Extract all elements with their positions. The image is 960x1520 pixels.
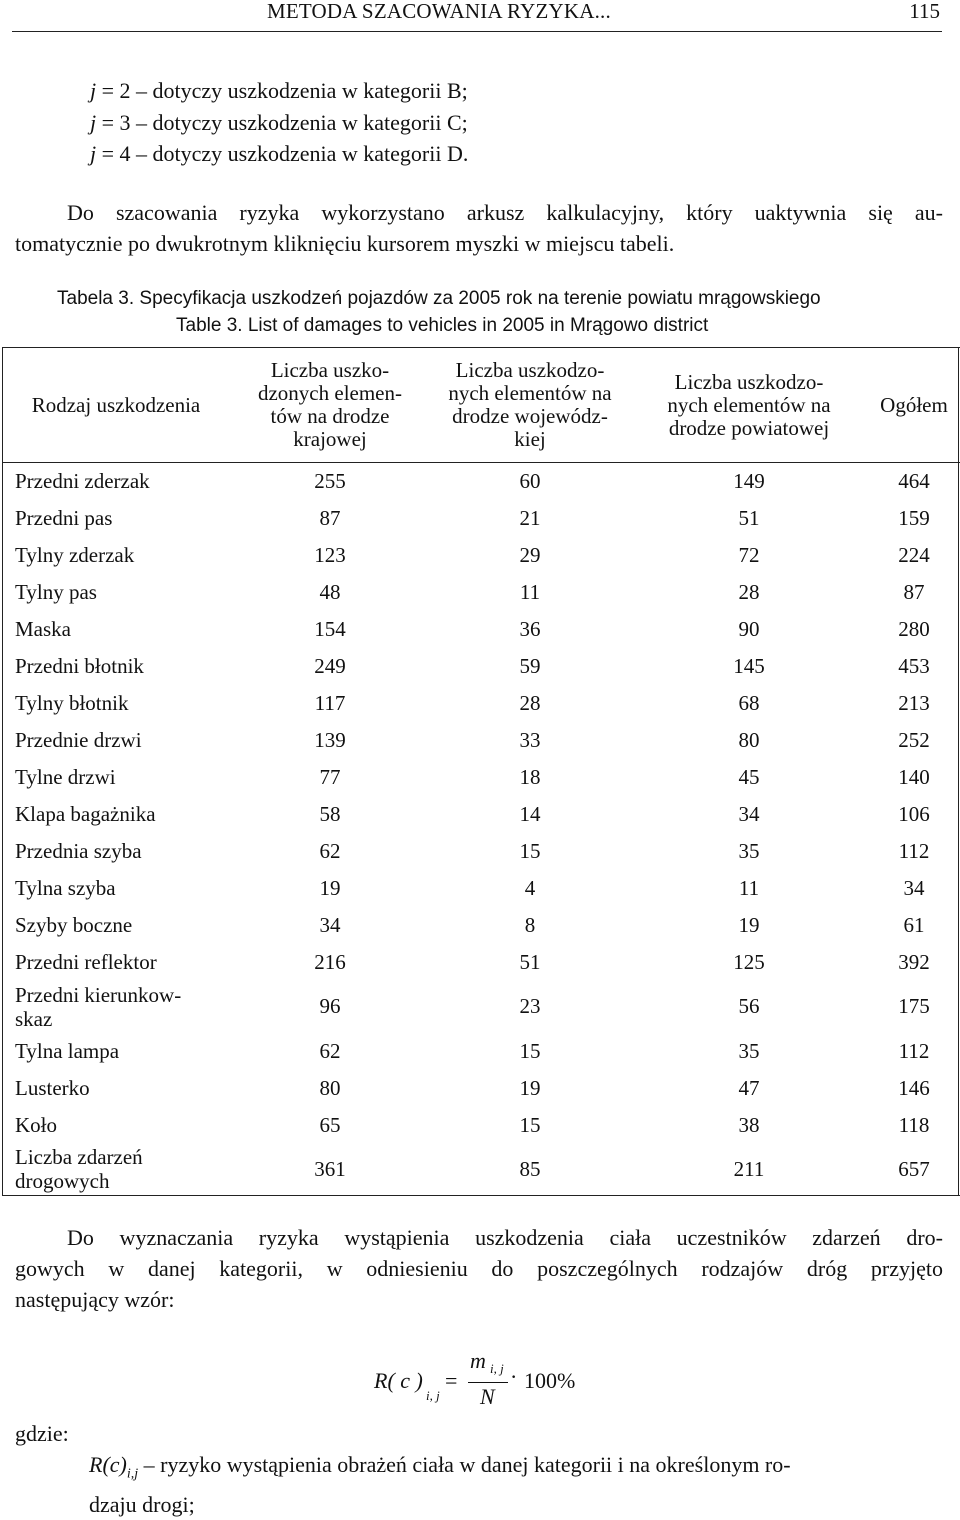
- district-road-cell: 211: [733, 1156, 765, 1181]
- national-road-cell: 80: [319, 1075, 341, 1100]
- district-road-cell: 80: [738, 727, 760, 752]
- district-road-cell: 56: [738, 994, 760, 1018]
- voivodeship-road-cell: 59: [519, 653, 541, 678]
- table-row: [2, 1144, 960, 1196]
- total-cell: 140: [898, 764, 930, 789]
- total-cell: 61: [903, 912, 925, 937]
- national-road-cell: 62: [319, 838, 341, 863]
- voivodeship-road-cell: 60: [519, 468, 541, 493]
- table-caption-english: Table 3. List of damages to vehicles in 2005 in Mrągowo district: [176, 315, 709, 336]
- district-road-cell: 68: [738, 690, 760, 715]
- damage-type-cell: Liczba zdarzeń drogowych: [15, 1145, 143, 1194]
- district-road-cell: 35: [738, 1038, 760, 1063]
- voivodeship-road-cell: 14: [519, 801, 541, 826]
- table-row: [2, 611, 960, 648]
- national-road-cell: 19: [319, 875, 341, 900]
- damage-type-cell: Przedni błotnik: [15, 654, 144, 678]
- table-row: [2, 1033, 960, 1070]
- damage-type-cell: Klapa bagażnika: [15, 802, 156, 826]
- table-row: [2, 537, 960, 574]
- j-definition-line: j = 4 – dotyczy uszkodzenia w kategorii D.: [90, 141, 469, 166]
- definition-symbol: $R(c)_{i,j}$: [89, 1452, 139, 1482]
- where-label: gdzie:: [15, 1421, 69, 1446]
- district-road-cell: 90: [738, 616, 760, 641]
- voivodeship-road-cell: 11: [519, 579, 541, 604]
- paragraph-formula-intro: Do wyznaczania ryzyka wystąpienia uszkodzenia ciała uczestników zdarzeń dro- gowych w danej kategorii, w odniesieniu do poszczególnych rodzajów dróg przyjęto następujący wzór:: [15, 1225, 943, 1312]
- total-cell: 213: [898, 690, 930, 715]
- national-road-cell: 34: [319, 912, 341, 937]
- voivodeship-road-cell: 33: [519, 727, 541, 752]
- table-row: [2, 722, 960, 759]
- district-road-cell: 19: [738, 912, 760, 937]
- table-row: [2, 463, 960, 500]
- damage-type-cell: Szyby boczne: [15, 913, 133, 937]
- district-road-cell: 45: [738, 764, 760, 789]
- voivodeship-road-cell: 19: [519, 1075, 541, 1100]
- voivodeship-road-cell: 15: [519, 1112, 541, 1137]
- damage-type-cell: Lusterko: [15, 1076, 90, 1100]
- damage-type-cell: Przedni pas: [15, 506, 113, 530]
- total-cell: 252: [898, 727, 930, 752]
- district-road-cell: 34: [738, 801, 760, 826]
- total-cell: 224: [898, 542, 930, 567]
- district-road-cell: 38: [738, 1112, 760, 1137]
- table-row: [2, 796, 960, 833]
- voivodeship-road-cell: 28: [519, 690, 541, 715]
- header-total: Ogółem: [880, 392, 948, 417]
- district-road-cell: 51: [738, 505, 760, 530]
- total-cell: 280: [898, 616, 930, 641]
- voivodeship-road-cell: 85: [519, 1156, 541, 1181]
- table-row: [2, 648, 960, 685]
- damage-type-cell: Tylne drzwi: [15, 765, 116, 789]
- table-header-row: [2, 348, 960, 463]
- district-road-cell: 125: [733, 949, 765, 974]
- header-national-road: Liczba uszko- dzonych elemen- tów na drodze krajowej: [257, 358, 403, 451]
- voivodeship-road-cell: 21: [519, 505, 541, 530]
- national-road-cell: 255: [314, 468, 346, 493]
- voivodeship-road-cell: 18: [519, 764, 541, 789]
- table-row: [2, 833, 960, 870]
- total-cell: 464: [898, 468, 930, 493]
- risk-formula: [374, 1348, 634, 1418]
- voivodeship-road-cell: 8: [524, 912, 536, 937]
- damage-type-cell: Maska: [15, 617, 71, 641]
- j-variable: j: [90, 141, 97, 166]
- running-header: [12, 0, 942, 32]
- formula-numerator-subscript: i, j: [490, 1361, 504, 1376]
- formula-lhs-subscript: i, j: [426, 1388, 440, 1403]
- district-road-cell: 35: [738, 838, 760, 863]
- formula-denominator: N: [480, 1384, 495, 1409]
- table-row: [2, 944, 960, 981]
- national-road-cell: 48: [319, 579, 341, 604]
- district-road-cell: 145: [733, 653, 765, 678]
- header-voivodeship-road: Liczba uszkodzo- nych elementów na drodze wojewódz- kiej: [448, 358, 612, 451]
- page-number: 115: [909, 0, 940, 23]
- national-road-cell: 249: [314, 653, 346, 678]
- total-cell: 392: [898, 949, 930, 974]
- j-definition-line: j = 2 – dotyczy uszkodzenia w kategorii B;: [90, 78, 468, 103]
- total-cell: 34: [903, 875, 925, 900]
- voivodeship-road-cell: 51: [519, 949, 541, 974]
- national-road-cell: 87: [319, 505, 341, 530]
- table-row: [2, 981, 960, 1033]
- damage-type-cell: Tylny zderzak: [15, 543, 135, 567]
- table-caption-polish: Tabela 3. Specyfikacja uszkodzeń pojazdów za 2005 rok na terenie powiatu mrągowskiego: [57, 288, 821, 309]
- total-cell: 453: [898, 653, 930, 678]
- total-cell: 146: [898, 1075, 930, 1100]
- voivodeship-road-cell: 4: [524, 875, 536, 900]
- damage-type-cell: Tylny błotnik: [15, 691, 129, 715]
- national-road-cell: 96: [319, 994, 341, 1018]
- voivodeship-road-cell: 23: [519, 994, 541, 1018]
- formula-equals: =: [445, 1368, 458, 1393]
- national-road-cell: 154: [314, 616, 346, 641]
- voivodeship-road-cell: 15: [519, 838, 541, 863]
- formula-lhs: R( c ): [374, 1368, 423, 1393]
- risk-definition: $R(c)_{i,j}$ – ryzyko wystąpienia obrażeń ciała w danej kategorii i na określonym ro- dzaju drogi;: [89, 1452, 791, 1518]
- district-road-cell: 11: [738, 875, 760, 900]
- damages-table: [2, 347, 960, 1196]
- national-road-cell: 123: [314, 542, 346, 567]
- paragraph-spreadsheet-note: Do szacowania ryzyka wykorzystano arkusz kalkulacyjny, który uaktywnia się au- tomatycznie po dwukrotnym kliknięciu kursorem myszki w miejscu tabeli.: [15, 200, 943, 256]
- district-road-cell: 149: [733, 468, 765, 493]
- district-road-cell: 72: [738, 542, 760, 567]
- formula-percent: 100%: [524, 1368, 576, 1393]
- total-cell: 87: [903, 579, 925, 604]
- damage-type-cell: Przednia szyba: [15, 839, 142, 863]
- total-cell: 112: [898, 838, 930, 863]
- table-row: [2, 685, 960, 722]
- damage-type-cell: Koło: [15, 1113, 57, 1137]
- national-road-cell: 139: [314, 727, 346, 752]
- damage-type-cell: Przednie drzwi: [15, 728, 142, 752]
- national-road-cell: 58: [319, 801, 341, 826]
- total-cell: 175: [898, 994, 930, 1018]
- table-row: [2, 1070, 960, 1107]
- header-district-road: Liczba uszkodzo- nych elementów na drodze powiatowej: [667, 369, 831, 440]
- voivodeship-road-cell: 29: [519, 542, 541, 567]
- damage-type-cell: Tylna szyba: [15, 876, 116, 900]
- national-road-cell: 77: [319, 764, 341, 789]
- district-road-cell: 47: [738, 1075, 760, 1100]
- national-road-cell: 117: [314, 690, 346, 715]
- running-header-title: METODA SZACOWANIA RYZYKA...: [267, 0, 611, 23]
- total-cell: 657: [898, 1156, 930, 1181]
- voivodeship-road-cell: 15: [519, 1038, 541, 1063]
- district-road-cell: 28: [738, 579, 760, 604]
- damage-type-cell: Przedni kierunkow- skaz: [15, 982, 182, 1031]
- table-row: [2, 870, 960, 907]
- formula-fraction-bar: [468, 1382, 508, 1383]
- national-road-cell: 65: [319, 1112, 341, 1137]
- national-road-cell: 216: [314, 949, 346, 974]
- damage-type-cell: Tylny pas: [15, 580, 97, 604]
- damage-type-cell: Przedni reflektor: [15, 950, 157, 974]
- voivodeship-road-cell: 36: [519, 616, 541, 641]
- header-damage-type: Rodzaj uszkodzenia: [31, 392, 201, 417]
- national-road-cell: 361: [314, 1156, 346, 1181]
- formula-numerator: m: [470, 1348, 486, 1373]
- table-row: [2, 500, 960, 537]
- j-definition-line: j = 3 – dotyczy uszkodzenia w kategorii C;: [90, 110, 468, 135]
- formula-multiplication-dot: ·: [510, 1364, 518, 1389]
- j-variable: j: [90, 78, 97, 103]
- total-cell: 106: [898, 801, 930, 826]
- total-cell: 118: [898, 1112, 930, 1137]
- table-row: [2, 574, 960, 611]
- damage-type-cell: Tylna lampa: [15, 1039, 120, 1063]
- total-cell: 112: [898, 1038, 930, 1063]
- j-variable: j: [90, 110, 97, 135]
- table-row: [2, 907, 960, 944]
- total-cell: 159: [898, 505, 930, 530]
- table-row: [2, 759, 960, 796]
- table-row: [2, 1107, 960, 1144]
- national-road-cell: 62: [319, 1038, 341, 1063]
- damage-type-cell: Przedni zderzak: [15, 469, 150, 494]
